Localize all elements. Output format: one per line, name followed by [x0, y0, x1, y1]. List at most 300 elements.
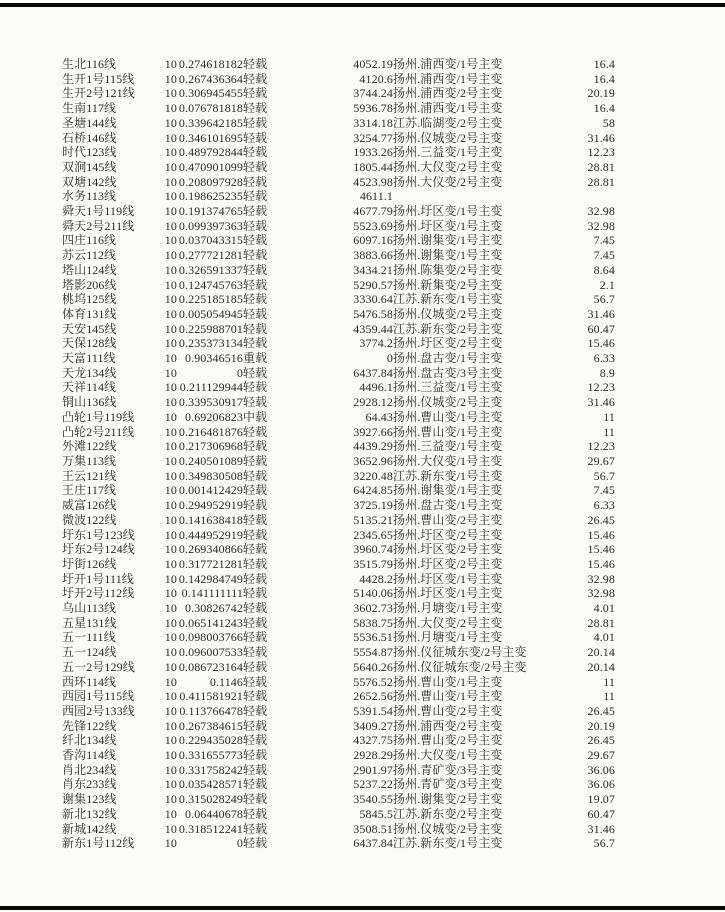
cell-load-level: 轻载 — [243, 204, 268, 219]
cell-load-level: 轻载 — [243, 453, 268, 468]
cell-voltage-class: 10 — [164, 748, 177, 763]
cell-capacity-value: 4611.1 — [359, 189, 393, 204]
cell-capacity-value: 5523.69 — [353, 218, 393, 233]
table-row — [62, 733, 615, 748]
cell-transformer-load-pct: 31.46 — [587, 395, 615, 410]
cell-line-name: 苏云112线 — [62, 248, 117, 263]
cell-transformer-load-pct: 4.01 — [593, 630, 615, 645]
cell-load-level: 轻载 — [243, 439, 268, 454]
cell-load-level: 轻载 — [243, 248, 268, 263]
cell-voltage-class: 10 — [164, 159, 177, 174]
table-row — [62, 777, 615, 792]
cell-transformer-load-pct: 58 — [602, 115, 615, 130]
cell-load-ratio: 0.326591337 — [178, 262, 243, 277]
cell-line-name: 生开1号115线 — [62, 71, 135, 86]
cell-capacity-value: 5838.75 — [353, 615, 393, 630]
cell-transformer-load-pct: 56.7 — [593, 292, 615, 307]
table-row — [62, 57, 615, 72]
cell-supply-transformer: 扬州.曹山变/1号主变 — [393, 674, 503, 689]
cell-supply-transformer: 扬州.新集变/2号主变 — [393, 277, 503, 292]
cell-load-level: 轻载 — [243, 498, 268, 513]
cell-voltage-class: 10 — [164, 306, 177, 321]
cell-transformer-load-pct: 29.67 — [587, 748, 615, 763]
cell-load-ratio: 0.317721281 — [178, 556, 243, 571]
cell-line-name: 圩东2号124线 — [62, 542, 135, 557]
table-row — [62, 704, 615, 719]
cell-load-ratio: 0.315028249 — [178, 792, 243, 807]
cell-transformer-load-pct: 11 — [603, 689, 615, 704]
cell-supply-transformer: 扬州.曹山变/1号主变 — [393, 424, 503, 439]
cell-load-ratio: 0.240501089 — [178, 453, 243, 468]
cell-load-ratio: 0.098003766 — [178, 630, 243, 645]
table-row — [62, 542, 615, 557]
cell-voltage-class: 10 — [164, 821, 177, 836]
table-row — [62, 263, 615, 278]
cell-load-ratio: 0.470901099 — [178, 159, 243, 174]
table-row — [62, 586, 615, 601]
cell-load-level: 轻载 — [243, 130, 268, 145]
table-row — [62, 630, 615, 645]
cell-line-name: 王云121线 — [62, 468, 117, 483]
cell-capacity-value: 5135.21 — [353, 512, 393, 527]
cell-line-name: 天富111线 — [62, 351, 116, 366]
cell-load-level: 轻载 — [243, 218, 268, 233]
cell-line-name: 五星131线 — [62, 615, 117, 630]
cell-line-name: 天龙134线 — [62, 365, 117, 380]
cell-load-level: 轻载 — [243, 468, 268, 483]
cell-capacity-value: 5554.87 — [353, 645, 393, 660]
cell-supply-transformer: 扬州.大仪变/1号主变 — [393, 453, 503, 468]
cell-voltage-class: 10 — [164, 115, 177, 130]
cell-capacity-value: 4428.2 — [359, 571, 393, 586]
cell-capacity-value: 5391.54 — [353, 703, 393, 718]
cell-transformer-load-pct: 32.98 — [587, 586, 615, 601]
cell-capacity-value: 1805.44 — [353, 159, 393, 174]
cell-capacity-value: 3602.73 — [353, 601, 393, 616]
cell-line-name: 生开2号121线 — [62, 86, 135, 101]
cell-capacity-value: 2345.65 — [353, 527, 393, 542]
cell-transformer-load-pct: 6.33 — [593, 498, 615, 513]
cell-supply-transformer: 江苏.新东变/1号主变 — [393, 292, 503, 307]
table-row — [62, 86, 615, 101]
cell-load-ratio: 0.267384615 — [178, 718, 243, 733]
cell-voltage-class: 10 — [164, 233, 177, 248]
cell-load-ratio: 0.076781818 — [178, 101, 243, 116]
cell-transformer-load-pct: 56.7 — [593, 836, 615, 851]
cell-capacity-value: 5640.26 — [353, 659, 393, 674]
cell-voltage-class: 10 — [164, 189, 177, 204]
cell-supply-transformer — [393, 189, 545, 204]
cell-transformer-load-pct — [545, 189, 615, 204]
cell-load-level: 轻载 — [243, 86, 268, 101]
cell-capacity-value: 5237.22 — [353, 777, 393, 792]
cell-capacity-value: 0 — [386, 351, 393, 366]
cell-capacity-value: 4120.6 — [359, 71, 393, 86]
cell-load-ratio: 0.235373134 — [178, 336, 243, 351]
cell-load-ratio: 0.331758242 — [178, 762, 243, 777]
cell-supply-transformer: 扬州.青矿变/3号主变 — [393, 777, 503, 792]
table-row — [62, 278, 615, 293]
cell-load-ratio: 0.124745763 — [178, 277, 243, 292]
cell-load-level: 重载 — [243, 351, 268, 366]
table-row — [62, 366, 615, 381]
table-row — [62, 351, 615, 366]
cell-supply-transformer: 扬州.大仪变/2号主变 — [393, 174, 503, 189]
cell-capacity-value: 5536.51 — [353, 630, 393, 645]
cell-line-name: 凸轮2号211线 — [62, 424, 135, 439]
cell-load-ratio: 0.142984749 — [178, 571, 243, 586]
cell-supply-transformer: 江苏.新东变/2号主变 — [393, 321, 503, 336]
cell-capacity-value: 3434.21 — [353, 262, 393, 277]
cell-load-level: 轻载 — [243, 233, 268, 248]
table-row — [62, 675, 615, 690]
cell-load-ratio: 0.229435028 — [178, 733, 243, 748]
cell-transformer-load-pct: 26.45 — [587, 703, 615, 718]
cell-line-name: 乌山113线 — [62, 601, 117, 616]
cell-load-level: 轻载 — [243, 703, 268, 718]
cell-transformer-load-pct: 16.4 — [593, 101, 615, 116]
cell-transformer-load-pct: 26.45 — [587, 512, 615, 527]
cell-load-level: 轻载 — [243, 542, 268, 557]
cell-load-ratio: 0 — [236, 365, 243, 380]
cell-line-name: 四庄116线 — [62, 233, 117, 248]
cell-transformer-load-pct: 28.81 — [587, 615, 615, 630]
cell-load-level: 轻载 — [243, 645, 268, 660]
cell-supply-transformer: 扬州.曹山变/1号主变 — [393, 689, 503, 704]
cell-load-level: 轻载 — [243, 571, 268, 586]
cell-load-ratio: 0.086723164 — [178, 659, 243, 674]
table-row — [62, 454, 615, 469]
cell-load-level: 轻载 — [243, 277, 268, 292]
cell-load-level: 轻载 — [243, 57, 268, 71]
cell-transformer-load-pct: 29.67 — [587, 453, 615, 468]
line-load-table-body — [62, 57, 615, 851]
table-row — [62, 836, 615, 851]
cell-load-ratio: 0.267436364 — [178, 71, 243, 86]
cell-supply-transformer: 扬州.仪征城东变/2号主变 — [393, 659, 527, 674]
cell-load-level: 轻载 — [243, 380, 268, 395]
cell-supply-transformer: 江苏.新东变/2号主变 — [393, 806, 503, 821]
table-row — [62, 131, 615, 146]
cell-load-ratio: 0.69206823 — [185, 409, 243, 424]
cell-load-level: 轻载 — [243, 527, 268, 542]
cell-transformer-load-pct: 7.45 — [593, 483, 615, 498]
cell-capacity-value: 3508.51 — [353, 821, 393, 836]
cell-line-name: 天祥114线 — [62, 380, 117, 395]
table-row — [62, 483, 615, 498]
cell-voltage-class: 10 — [164, 395, 177, 410]
cell-capacity-value: 3927.66 — [353, 424, 393, 439]
cell-capacity-value: 4439.29 — [353, 439, 393, 454]
cell-voltage-class: 10 — [164, 586, 177, 601]
cell-load-ratio: 0.274618182 — [178, 57, 243, 71]
cell-load-level: 轻载 — [243, 101, 268, 116]
cell-line-name: 西园1号115线 — [62, 689, 135, 704]
cell-supply-transformer: 扬州.盘古变/1号主变 — [393, 498, 503, 513]
cell-line-name: 圩东1号123线 — [62, 527, 135, 542]
cell-load-ratio: 0.277721281 — [178, 248, 243, 263]
cell-load-level: 轻载 — [243, 659, 268, 674]
cell-voltage-class: 10 — [164, 380, 177, 395]
cell-capacity-value: 3515.79 — [353, 556, 393, 571]
cell-transformer-load-pct: 26.45 — [587, 733, 615, 748]
cell-load-ratio: 0.339530917 — [178, 395, 243, 410]
table-row — [62, 719, 615, 734]
cell-load-level: 轻载 — [243, 145, 268, 160]
table-row — [62, 219, 615, 234]
cell-voltage-class: 10 — [164, 453, 177, 468]
cell-voltage-class: 10 — [164, 321, 177, 336]
table-row — [62, 116, 615, 131]
cell-voltage-class: 10 — [164, 836, 177, 851]
cell-capacity-value: 2652.56 — [353, 689, 393, 704]
cell-line-name: 水务113线 — [62, 189, 117, 204]
table-row — [62, 498, 615, 513]
cell-load-level: 轻载 — [243, 806, 268, 821]
cell-voltage-class: 10 — [164, 101, 177, 116]
cell-line-name: 先锋122线 — [62, 718, 117, 733]
cell-load-level: 轻载 — [243, 292, 268, 307]
cell-voltage-class: 10 — [164, 262, 177, 277]
cell-supply-transformer: 扬州.浦西变/2号主变 — [393, 718, 503, 733]
cell-load-ratio: 0.269340866 — [178, 542, 243, 557]
cell-load-ratio: 0.217306968 — [178, 439, 243, 454]
cell-line-name: 香沟114线 — [62, 748, 117, 763]
cell-transformer-load-pct: 12.23 — [587, 439, 615, 454]
cell-voltage-class: 10 — [164, 806, 177, 821]
cell-capacity-value: 3220.48 — [353, 468, 393, 483]
table-row — [62, 233, 615, 248]
cell-voltage-class: 10 — [164, 718, 177, 733]
cell-load-ratio: 0.216481876 — [178, 424, 243, 439]
cell-voltage-class: 10 — [164, 615, 177, 630]
cell-supply-transformer: 扬州.仪城变/2号主变 — [393, 395, 503, 410]
cell-supply-transformer: 扬州.浦西变/1号主变 — [393, 101, 503, 116]
cell-supply-transformer: 扬州.三益变/1号主变 — [393, 439, 503, 454]
cell-load-level: 轻载 — [243, 674, 268, 689]
cell-transformer-load-pct: 36.06 — [587, 762, 615, 777]
cell-load-level: 轻载 — [243, 512, 268, 527]
table-row — [62, 425, 615, 440]
cell-supply-transformer: 扬州.圩区变/2号主变 — [393, 556, 503, 571]
cell-load-level: 轻载 — [243, 262, 268, 277]
cell-voltage-class: 10 — [164, 424, 177, 439]
cell-load-ratio: 0.444952919 — [178, 527, 243, 542]
cell-capacity-value: 5476.58 — [353, 306, 393, 321]
cell-load-level: 轻载 — [243, 836, 268, 851]
cell-transformer-load-pct: 7.45 — [593, 248, 615, 263]
cell-line-name: 生北116线 — [62, 57, 117, 71]
cell-load-ratio: 0.113766478 — [179, 703, 243, 718]
cell-line-name: 桃坞125线 — [62, 292, 117, 307]
cell-line-name: 天保128线 — [62, 336, 117, 351]
cell-transformer-load-pct: 16.4 — [593, 71, 615, 86]
cell-line-name: 时代123线 — [62, 145, 117, 160]
cell-load-ratio: 0.30826742 — [185, 601, 243, 616]
cell-load-level: 轻载 — [243, 630, 268, 645]
cell-line-name: 新东1号112线 — [62, 836, 135, 851]
page-top-rule — [0, 3, 725, 7]
cell-supply-transformer: 扬州.圩区变/1号主变 — [393, 571, 503, 586]
table-row — [62, 660, 615, 675]
cell-line-name: 西园2号133线 — [62, 703, 135, 718]
cell-line-name: 天安145线 — [62, 321, 117, 336]
cell-transformer-load-pct: 11 — [603, 674, 615, 689]
cell-voltage-class: 10 — [164, 71, 177, 86]
cell-supply-transformer: 扬州.仪征城东变/2号主变 — [393, 645, 527, 660]
cell-load-level: 轻载 — [243, 748, 268, 763]
cell-supply-transformer: 扬州.圩区变/1号主变 — [393, 204, 503, 219]
cell-voltage-class: 10 — [164, 733, 177, 748]
cell-supply-transformer: 扬州.月塘变/1号主变 — [393, 601, 503, 616]
cell-capacity-value: 4359.44 — [353, 321, 393, 336]
cell-load-ratio: 0.349830508 — [178, 468, 243, 483]
cell-capacity-value: 3330.64 — [353, 292, 393, 307]
cell-load-level: 轻载 — [243, 321, 268, 336]
cell-transformer-load-pct: 8.9 — [599, 365, 615, 380]
cell-supply-transformer: 扬州.仪城变/2号主变 — [393, 130, 503, 145]
cell-line-name: 双塘142线 — [62, 174, 117, 189]
cell-line-name: 凸轮1号119线 — [62, 409, 135, 424]
cell-load-ratio: 0.294952919 — [178, 498, 243, 513]
cell-load-level: 轻载 — [243, 601, 268, 616]
cell-transformer-load-pct: 12.23 — [587, 145, 615, 160]
cell-load-ratio: 0.141111111 — [181, 586, 243, 601]
cell-voltage-class: 10 — [164, 762, 177, 777]
table-row — [62, 307, 615, 322]
cell-voltage-class: 10 — [164, 512, 177, 527]
cell-capacity-value: 3652.96 — [353, 453, 393, 468]
cell-transformer-load-pct: 15.46 — [587, 556, 615, 571]
cell-voltage-class: 10 — [164, 689, 177, 704]
cell-supply-transformer: 扬州.曹山变/1号主变 — [393, 409, 503, 424]
table-row — [62, 145, 615, 160]
cell-load-level: 轻载 — [243, 424, 268, 439]
cell-load-ratio: 0.1146 — [209, 674, 243, 689]
cell-line-name: 体育131线 — [62, 306, 117, 321]
cell-line-name: 肖北234线 — [62, 762, 117, 777]
cell-supply-transformer: 扬州.月塘变/1号主变 — [393, 630, 503, 645]
cell-supply-transformer: 扬州.浦西变/2号主变 — [393, 86, 503, 101]
table-row — [62, 248, 615, 263]
cell-capacity-value: 2901.97 — [353, 762, 393, 777]
cell-load-level: 轻载 — [243, 792, 268, 807]
table-row — [62, 410, 615, 425]
cell-load-ratio: 0.005054945 — [178, 306, 243, 321]
cell-transformer-load-pct: 6.33 — [593, 351, 615, 366]
cell-line-name: 圩街126线 — [62, 556, 117, 571]
cell-transformer-load-pct: 12.23 — [587, 380, 615, 395]
cell-line-name: 万集113线 — [62, 453, 117, 468]
cell-line-name: 王庄117线 — [62, 483, 117, 498]
cell-load-level: 轻载 — [243, 689, 268, 704]
table-row — [62, 469, 615, 484]
cell-supply-transformer: 扬州.曹山变/2号主变 — [393, 512, 503, 527]
cell-supply-transformer: 江苏.新东变/1号主变 — [393, 836, 503, 851]
cell-voltage-class: 10 — [164, 659, 177, 674]
cell-load-level: 轻载 — [243, 306, 268, 321]
cell-supply-transformer: 扬州.大仪变/1号主变 — [393, 748, 503, 763]
cell-supply-transformer: 扬州.盘古变/3号主变 — [393, 365, 503, 380]
cell-transformer-load-pct: 20.14 — [587, 659, 615, 674]
cell-transformer-load-pct: 16.4 — [593, 57, 615, 71]
cell-load-ratio: 0.331655773 — [178, 748, 243, 763]
cell-voltage-class: 10 — [164, 556, 177, 571]
cell-line-name: 圩开2号112线 — [62, 586, 135, 601]
cell-supply-transformer: 扬州.浦西变/1号主变 — [393, 71, 503, 86]
table-row — [62, 792, 615, 807]
cell-supply-transformer: 扬州.大仪变/2号主变 — [393, 159, 503, 174]
cell-transformer-load-pct: 8.64 — [593, 262, 615, 277]
cell-capacity-value: 3744.24 — [353, 86, 393, 101]
cell-line-name: 圩开1号111线 — [62, 571, 134, 586]
cell-capacity-value: 4523.98 — [353, 174, 393, 189]
cell-line-name: 谢集123线 — [62, 792, 117, 807]
cell-voltage-class: 10 — [164, 439, 177, 454]
cell-line-name: 塔影206线 — [62, 277, 117, 292]
table-row — [62, 601, 615, 616]
cell-capacity-value: 3254.77 — [353, 130, 393, 145]
cell-load-ratio: 0.90346516 — [185, 351, 243, 366]
cell-transformer-load-pct: 15.46 — [587, 527, 615, 542]
cell-capacity-value: 3725.19 — [353, 498, 393, 513]
cell-supply-transformer: 扬州.盘古变/1号主变 — [393, 351, 503, 366]
cell-transformer-load-pct: 19.07 — [587, 792, 615, 807]
cell-line-name: 圣塘144线 — [62, 115, 117, 130]
cell-voltage-class: 10 — [164, 248, 177, 263]
cell-supply-transformer: 江苏.新东变/1号主变 — [393, 468, 503, 483]
cell-voltage-class: 10 — [164, 777, 177, 792]
cell-line-name: 外滩122线 — [62, 439, 117, 454]
cell-load-ratio: 0.346101695 — [178, 130, 243, 145]
cell-supply-transformer: 扬州.三益变/1号主变 — [393, 145, 503, 160]
cell-load-ratio: 0.318512241 — [178, 821, 243, 836]
page-bottom-rule — [0, 906, 725, 910]
cell-supply-transformer: 扬州.陈集变/2号主变 — [393, 262, 503, 277]
table-row — [62, 380, 615, 395]
cell-voltage-class: 10 — [164, 571, 177, 586]
cell-transformer-load-pct: 28.81 — [587, 174, 615, 189]
cell-voltage-class: 10 — [164, 365, 177, 380]
cell-load-ratio: 0.035428571 — [178, 777, 243, 792]
cell-transformer-load-pct: 20.19 — [587, 86, 615, 101]
cell-capacity-value: 6424.85 — [353, 483, 393, 498]
cell-voltage-class: 10 — [164, 674, 177, 689]
cell-load-level: 轻载 — [243, 174, 268, 189]
table-row — [62, 160, 615, 175]
cell-load-level: 轻载 — [243, 821, 268, 836]
table-row — [62, 439, 615, 454]
cell-voltage-class: 10 — [164, 792, 177, 807]
cell-voltage-class: 10 — [164, 630, 177, 645]
cell-load-level: 中载 — [243, 409, 268, 424]
table-row — [62, 336, 615, 351]
cell-load-ratio: 0.001412429 — [178, 483, 243, 498]
cell-voltage-class: 10 — [164, 527, 177, 542]
cell-capacity-value: 5845.5 — [359, 806, 393, 821]
cell-transformer-load-pct: 31.46 — [587, 821, 615, 836]
table-row — [62, 175, 615, 190]
cell-voltage-class: 10 — [164, 483, 177, 498]
cell-capacity-value: 5140.06 — [353, 586, 393, 601]
table-row — [62, 513, 615, 528]
cell-load-level: 轻载 — [243, 762, 268, 777]
cell-transformer-load-pct: 15.46 — [587, 336, 615, 351]
cell-load-ratio: 0.489792844 — [178, 145, 243, 160]
cell-transformer-load-pct: 32.98 — [587, 218, 615, 233]
cell-capacity-value: 6437.84 — [353, 836, 393, 851]
cell-voltage-class: 10 — [164, 336, 177, 351]
